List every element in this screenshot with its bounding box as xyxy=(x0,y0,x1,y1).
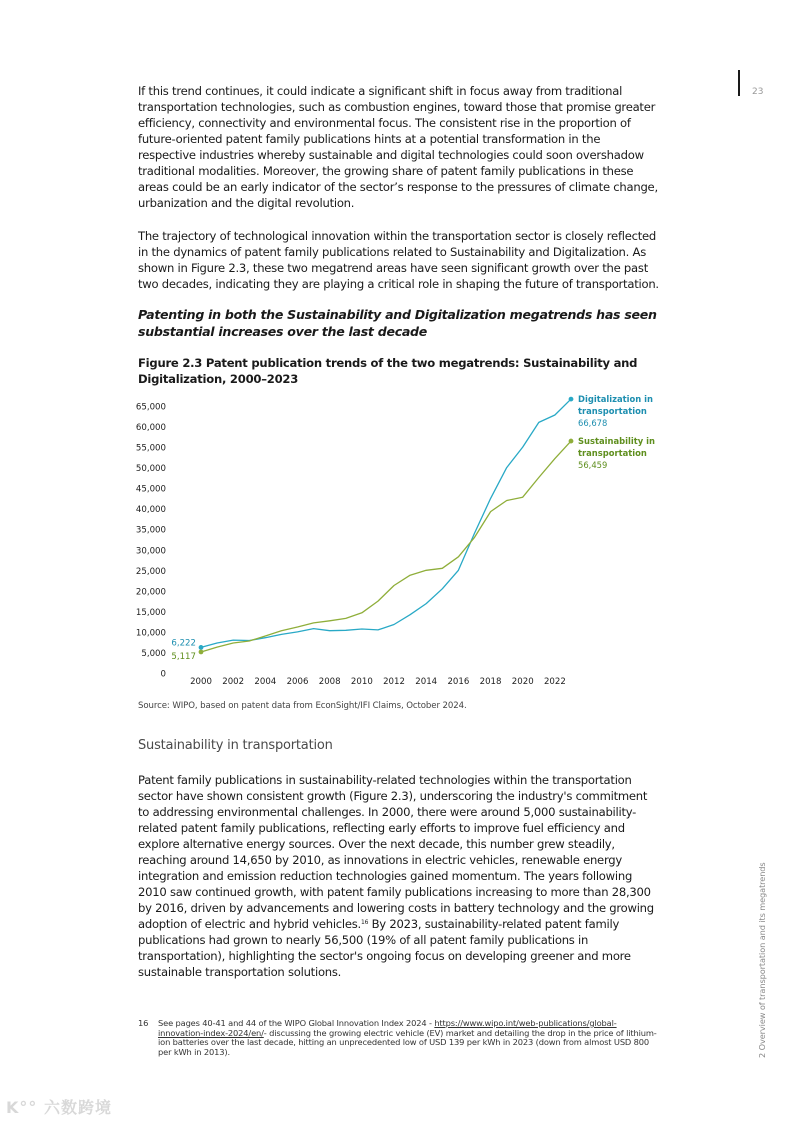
end-point-digitalization xyxy=(569,397,574,402)
line-chart xyxy=(130,390,670,695)
x-tick-label: 2006 xyxy=(286,677,309,687)
section-heading: Sustainability in transportation xyxy=(138,738,333,753)
page-number: 23 xyxy=(752,87,764,97)
series-labels xyxy=(171,394,655,662)
key-finding-subheading: Patenting in both the Sustainability and Digitalization megatrends has seen substantial increases over the last decade xyxy=(138,307,657,339)
paragraph-trend-shift: If this trend continues, it could indicate a significant shift in focus away from traditional transportation technologies, such as combustion engines, toward those that promise greater efficiency, connectivity and environmental focus. The consistent rise in the proportion of future-oriented patent family publications hints at a potential transformation in the respective industries whereby sustainable and digital technologies could soon overshadow traditional modalities. Moreover, the growing share of patent family publications in these areas could be an early indicator of the sector’s response to the pressures of climate change, urbanization and the digital revolution. xyxy=(138,84,658,210)
y-tick-label: 45,000 xyxy=(135,484,166,495)
x-tick-label: 2016 xyxy=(447,677,470,687)
series-line-digitalization xyxy=(201,399,571,647)
y-tick-label: 55,000 xyxy=(135,443,166,454)
figure-title: Figure 2.3 Patent publication trends of the two megatrends: Sustainability and Digitalization, 2000–2023 xyxy=(138,356,638,386)
y-tick-label: 30,000 xyxy=(135,546,166,557)
y-tick-label: 15,000 xyxy=(135,607,166,618)
x-tick-label: 2004 xyxy=(254,677,277,687)
x-axis xyxy=(190,677,566,687)
figure-source: Source: WIPO, based on patent data from EconSight/IFI Claims, October 2024. xyxy=(138,701,467,711)
y-tick-label: 40,000 xyxy=(135,505,166,516)
footnote-link[interactable]: https://www.wipo.int/web-publications/global-innovation-index-2024/en/ xyxy=(158,1018,617,1038)
series-lines xyxy=(199,397,574,655)
x-tick-label: 2002 xyxy=(222,677,245,687)
end-point-sustainability xyxy=(569,439,574,444)
y-tick-label: 60,000 xyxy=(135,423,166,434)
x-tick-label: 2012 xyxy=(383,677,405,687)
paragraph-sustainability-part1: Patent family publications in sustainability-related technologies within the transportation sector have shown consistent growth (Figure 2.3), underscoring the industry's commitment to addressing environmental challenges. In 2000, there were around 5,000 sustainability-related patent family publications, reflecting early efforts to improve fuel efficiency and explore alternative energy sources. Over the next decade, this number grew steadily, reaching around 14,650 by 2010, as innovations in electric vehicles, renewable energy integration and emission reduction technologies gained momentum. The years following 2010 saw continued growth, with patent family publications increasing to more than 28,300 by 2016, driven by advancements and lowering costs in battery technology and the growing adoption of electric and hybrid vehicles. xyxy=(138,773,654,931)
x-tick-label: 2022 xyxy=(543,677,566,687)
y-tick-label: 5,000 xyxy=(141,648,166,659)
start-value-label-sustainability: 5,117 xyxy=(171,651,196,662)
x-tick-label: 2000 xyxy=(190,677,212,687)
y-tick-label: 65,000 xyxy=(135,402,166,413)
y-tick-label: 35,000 xyxy=(135,525,166,536)
y-tick-label: 10,000 xyxy=(135,628,166,639)
start-point-digitalization xyxy=(199,645,204,650)
footnote-number: 16 xyxy=(138,1018,149,1028)
paragraph-trajectory: The trajectory of technological innovation within the transportation sector is closely reflected in the dynamics of patent family publications related to Sustainability and Digitalization. As shown in Figure 2.3, these two megatrend areas have seen significant growth over the past two decades, indicating they are playing a critical role in shaping the future of transportation. xyxy=(138,229,659,291)
paragraph-sustainability-part2: By 2023, sustainability-related patent family publications had grown to nearly 56,500 (19% of all patent family publications in transportation), highlighting the sector's ongoing focus on developing greener and more sustainable transportation solutions. xyxy=(138,917,631,979)
start-point-sustainability xyxy=(199,650,204,655)
paragraph-sustainability xyxy=(138,772,660,980)
footnote-text xyxy=(158,1019,658,1057)
series-name-label-digitalization: Digitalization in xyxy=(578,394,653,405)
start-value-label-digitalization: 6,222 xyxy=(171,638,196,649)
y-tick-label: 25,000 xyxy=(135,566,166,577)
y-tick-label: 0 xyxy=(160,669,166,680)
x-tick-label: 2014 xyxy=(415,677,438,687)
chapter-side-label: 2 Overview of transportation and its megatrends xyxy=(757,862,767,1058)
y-tick-label: 20,000 xyxy=(135,587,166,598)
series-name-label-sustainability: Sustainability in xyxy=(578,436,655,447)
page-marker-bar xyxy=(738,70,740,96)
y-axis xyxy=(136,403,166,680)
footnote-text-before: See pages 40-41 and 44 of the WIPO Global Innovation Index 2024 - xyxy=(158,1018,435,1028)
end-value-label-sustainability: 56,459 xyxy=(578,460,608,471)
series-line-sustainability xyxy=(201,441,571,652)
watermark-logo: K°° 六数跨境 xyxy=(6,1098,112,1117)
series-name-label-digitalization-line2: transportation xyxy=(578,406,647,417)
end-value-label-digitalization: 66,678 xyxy=(578,418,608,429)
x-tick-label: 2018 xyxy=(479,677,502,687)
footnote-reference[interactable]: 16 xyxy=(361,919,369,926)
x-tick-label: 2020 xyxy=(511,677,534,687)
x-tick-label: 2010 xyxy=(350,677,373,687)
series-name-label-sustainability-line2: transportation xyxy=(578,448,647,459)
footnote-text-after: - discussing the growing electric vehicle (EV) market and detailing the drop in the price of lithium-ion batteries over the last decade, hitting an unprecedented low of USD 139 per kWh in 2023 (down from almost USD 800 per kWh in 2013). xyxy=(158,1027,657,1057)
y-tick-label: 50,000 xyxy=(135,464,166,475)
x-tick-label: 2008 xyxy=(318,677,341,687)
